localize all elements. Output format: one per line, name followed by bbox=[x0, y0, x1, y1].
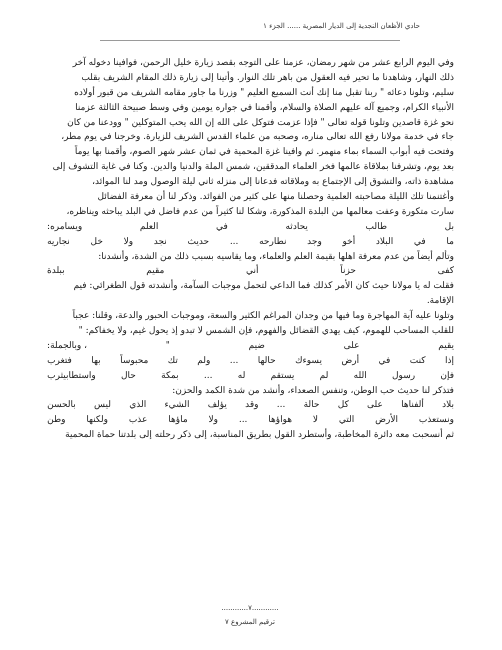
verse-word: خل bbox=[90, 236, 103, 247]
verse-word: العلم bbox=[139, 221, 159, 232]
verse-word: الشيء bbox=[164, 400, 190, 411]
verse-word: ليس bbox=[94, 400, 111, 411]
verse-word: في bbox=[413, 236, 426, 247]
verse-word: ولكنها bbox=[86, 415, 108, 426]
verse-word: بمكة bbox=[161, 370, 179, 381]
verse-word: أخو bbox=[342, 236, 356, 247]
verse-word: يؤلف bbox=[207, 400, 227, 411]
verse-word: ونستعذب bbox=[418, 415, 454, 426]
verse-word: ما bbox=[446, 236, 454, 247]
running-header: حادي الأظعان النجدية إلى الديار المصرية ...... الجزء ١ bbox=[263, 22, 420, 30]
verse-word: يستقم bbox=[270, 370, 295, 381]
verse-word: " bbox=[165, 340, 170, 351]
verse-word: الله bbox=[353, 370, 367, 381]
verse-word: وجد bbox=[307, 236, 322, 247]
text-line: وأغتنمنا تلك الليلة مصاحبته العلمية وحصلنا منها على كثير من الفوائد. وذكر لنا أن معرفة الفضائل bbox=[97, 192, 454, 203]
verse-word: ألفناها bbox=[401, 400, 424, 411]
page-number: ............٧............ bbox=[221, 604, 279, 612]
verse-word: حديث bbox=[187, 236, 210, 247]
body-text bbox=[47, 56, 454, 443]
text-line: وفتحت فيه أبواب السماء بماء منهمر. ثم وافينا غزة المحمية في ثمان عشر شهر الصوم، وأقمنا بها يوماً bbox=[74, 147, 454, 158]
verse-word: إذا bbox=[444, 355, 454, 366]
verse-word: عذب bbox=[128, 415, 148, 426]
verse-word: فإن bbox=[440, 370, 454, 381]
verse-word: كنت bbox=[409, 355, 426, 366]
header-divider bbox=[100, 40, 400, 41]
verse-line bbox=[47, 339, 454, 354]
verse-line bbox=[47, 413, 454, 428]
verse-word: ... bbox=[238, 415, 248, 426]
verse-word: ، وبالجملة: bbox=[47, 340, 87, 351]
verse-word: ضيم bbox=[248, 340, 265, 351]
verse-word: ولا bbox=[123, 236, 134, 247]
verse-word: له bbox=[237, 370, 246, 381]
text-line: سارت متكورة وعفت معالمها من البلدة المذكورة، وشكا لنا كثيراً من عدم فاضل في البلد يباحثه ويناظره، bbox=[66, 206, 454, 217]
text-line: للقلب المساحب للهموم، كيف يهدي القضائل والفهوم، فإن الشمس لا تبدو إذ يحول غيم، ولا يخفاكم: " bbox=[78, 326, 454, 337]
text-line: سليم، وتلونا دعائه " ربنا تقبل منا إنك أنت السميع العليم " وزرنا ما جاور مقامه الشريف من قبور أولاده bbox=[74, 87, 454, 98]
verse-word: التي bbox=[338, 415, 355, 426]
verse-word: الأرض bbox=[375, 415, 399, 426]
verse-word: محبوساً bbox=[120, 355, 149, 366]
verse-line bbox=[47, 369, 454, 384]
verse-word: حالها bbox=[257, 355, 276, 366]
verse-word: نجد bbox=[153, 236, 167, 247]
verse-word: يحادثه bbox=[285, 221, 308, 232]
verse-line bbox=[47, 220, 454, 235]
verse-word: البلاد bbox=[375, 236, 394, 247]
verse-word: الذي bbox=[129, 400, 147, 411]
verse-word: ببلدة bbox=[47, 266, 65, 277]
verse-line bbox=[47, 354, 454, 369]
verse-word: كل bbox=[337, 400, 349, 411]
text-line: بعد يوم، وتشرفنا بملاقاة عالمها فخر العلماء المدققين، شمس الملة والدنيا والدين. وكنا في غاية التشوف إلى bbox=[52, 162, 454, 173]
verse-word: أرض bbox=[341, 355, 360, 366]
page-number-value: ٧ bbox=[248, 604, 252, 612]
verse-word: في bbox=[216, 221, 228, 232]
verse-word: مقيم bbox=[146, 266, 165, 277]
verse-line bbox=[47, 235, 454, 250]
verse-word: لا bbox=[312, 415, 318, 426]
verse-word: كفى bbox=[437, 266, 454, 277]
verse-word: بل bbox=[444, 221, 454, 232]
verse-word: يسوءك bbox=[295, 355, 322, 366]
verse-word: طالب bbox=[365, 221, 388, 232]
verse-word: يقيم bbox=[438, 340, 454, 351]
verse-word: ماؤها bbox=[168, 415, 188, 426]
text-line: جاء في خدمة مولانا رفع الله تعالى مناره، وصحبه من علماء القدس الشريف للزيارة. وخرجنا في يوم مطر، bbox=[61, 132, 454, 143]
verse-line bbox=[47, 398, 454, 413]
verse-word: ... bbox=[229, 355, 239, 366]
verse-word: هواؤها bbox=[268, 415, 292, 426]
verse-word: بها bbox=[91, 355, 101, 366]
verse-word: أني bbox=[246, 266, 259, 277]
verse-word: على bbox=[343, 340, 360, 351]
verse-word: وطن bbox=[47, 415, 66, 426]
text-line: مشاهدة ذاته، والتشوق إلى الإجتماع به وملاقاته فدعانا إلى منزله ثاني ليلة الوصول ومد لنا الموائد، bbox=[92, 177, 454, 188]
verse-word: على bbox=[367, 400, 383, 411]
verse-word: بالحسن bbox=[47, 400, 76, 411]
text-line: فتذكر لنا حديث حب الوطن، وتنفس الصعداء، وأنشد من شدة الكمد والحزن: bbox=[172, 385, 454, 396]
verse-word: حالة bbox=[303, 400, 320, 411]
text-line: وتلونا عليه آية المهاجرة وما فيها من وجدان المراغم الكثير والسعة، وموجبات الحبور والدعة، وقلنا: عجباً bbox=[72, 311, 454, 322]
verse-word: بلاد bbox=[442, 400, 454, 411]
text-line: نحو غزة قاصدين وتلونا قوله تعالى " فإذا عزمت فتوكل على الله إن الله يحب المتوكلين " وودعنا من كان bbox=[67, 117, 454, 128]
verse-word: في bbox=[378, 355, 391, 366]
verse-word: ولم bbox=[197, 355, 211, 366]
footer-label: ترقيم المشروع ٧ bbox=[225, 618, 275, 626]
verse-word: لم bbox=[319, 370, 329, 381]
verse-word: ... bbox=[203, 370, 213, 381]
text-line: وتألم أيضاً من عدم معرفة اهلها بقيمة العلم والعلماء، وما يقاسيه بسبب ذلك من الشدة، وأنشدنا: bbox=[98, 251, 454, 262]
verse-line bbox=[47, 264, 454, 279]
verse-word: وقد bbox=[245, 400, 259, 411]
verse-word: نطارحه bbox=[259, 236, 287, 247]
text-line: وفي اليوم الرابع عشر من شهر رمضان، عزمنا على التوجه بقصد زيارة خليل الرحمن، فوافينا دخوله آخر bbox=[72, 58, 454, 68]
text-line: الإقامة. bbox=[426, 296, 454, 307]
verse-word: رسول bbox=[392, 370, 416, 381]
verse-word: ... bbox=[276, 400, 286, 411]
verse-word: فتغرب bbox=[47, 355, 72, 366]
text-line: ثم أنسحبت معه دائرة المخاطبة، وأستطرد القول بطريق المناسبة، إلى ذكر رحلته إلى بلدتنا حماة المحمية bbox=[65, 430, 454, 441]
verse-word: تك bbox=[167, 355, 178, 366]
text-line: ذلك النهار، وشاهدنا ما تحير فيه العقول من باهر تلك النوار. وأتينا إلى زيارة ذلك المقام الشريف بقلب bbox=[81, 72, 454, 83]
verse-word: حال bbox=[121, 370, 136, 381]
text-line: فقلت له يا مولانا حيث كان الأمر كذلك فما الداعي لتحمل موجبات السآمة، وأنشدته قول الطغرائي: فيم bbox=[73, 281, 454, 292]
verse-word: ويسامره: bbox=[47, 221, 83, 232]
verse-word: نجاريه bbox=[47, 236, 70, 247]
verse-word: ... bbox=[229, 236, 239, 247]
text-line: الأنبياء الكرام، وجميع آله عليهم الصلاة والسلام، وأقمنا في جواره يومين وفي وسط صبيحة الثالثة عزمنا bbox=[75, 102, 454, 113]
verse-word: حزناً bbox=[340, 266, 356, 277]
verse-word: واستطابيثرب bbox=[47, 370, 96, 381]
verse-word: ولا bbox=[208, 415, 218, 426]
